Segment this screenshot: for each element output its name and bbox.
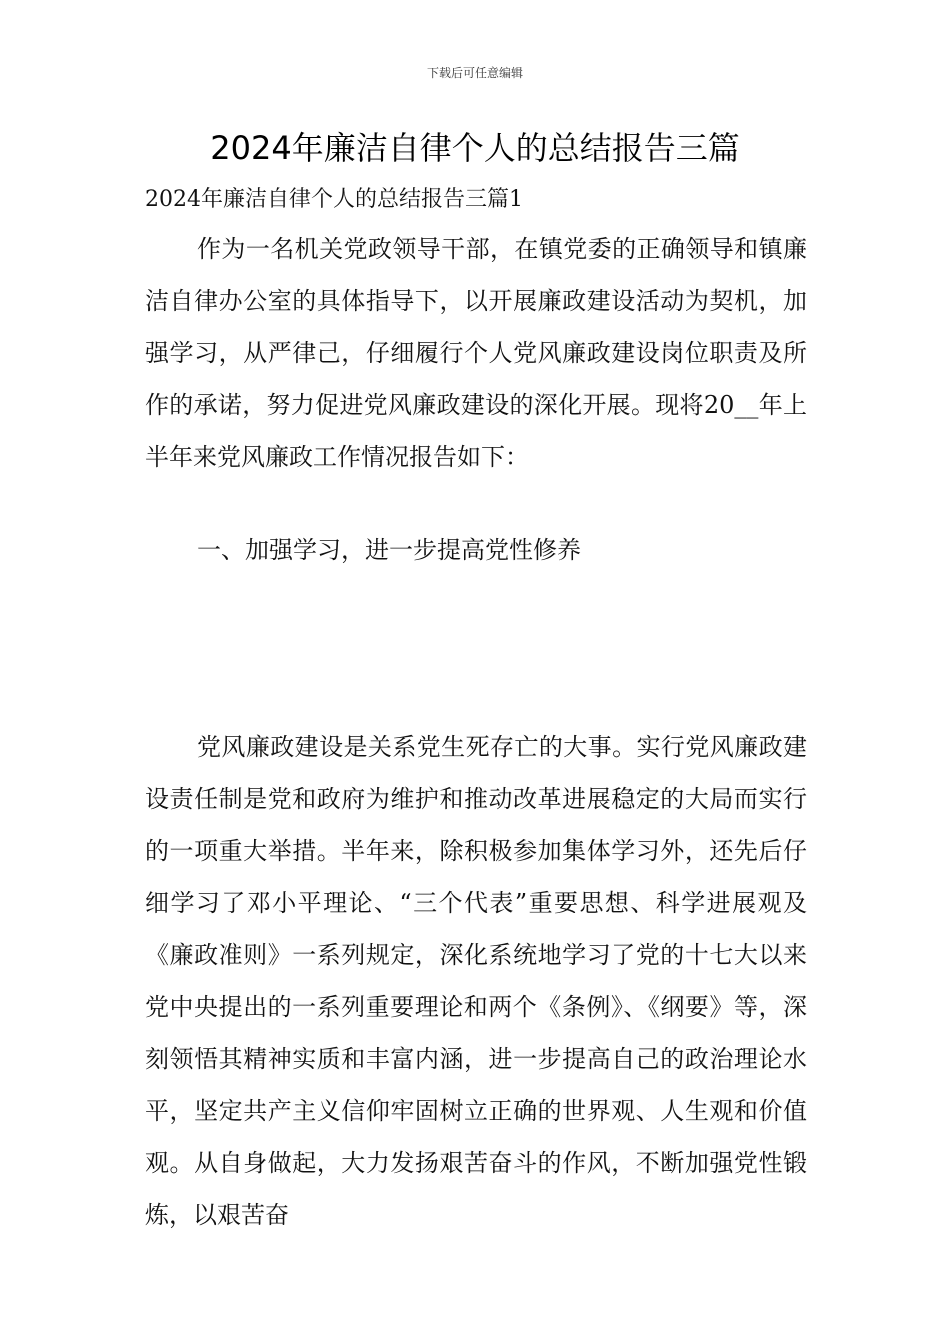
document-subtitle: 2024年廉洁自律个人的总结报告三篇1 bbox=[145, 187, 523, 212]
body-paragraph: 党风廉政建设是关系党生死存亡的大事。实行党风廉政建设责任制是党和政府为维护和推动改革进展稳定的大局而实行的一项重大举措。半年来，除积极参加集体学习外，还先后仔细学习了邓小平理论、“三个代表”重要思想、科学进展观及《廉政准则》一系列规定，深化系统地学习了党的十七大以来党中央提出的一系列重要理论和两个《条例》、《纲要》等，深刻领悟其精神实质和丰富内涵，进一步提高自己的政治理论水平，坚定共产主义信仰牢固树立正确的世界观、人生观和价值观。从自身做起，大力发扬艰苦奋斗的作风，不断加强党性锻炼，以艰苦奋 bbox=[145, 733, 807, 1229]
intro-paragraph: 作为一名机关党政领导干部，在镇党委的正确领导和镇廉洁自律办公室的具体指导下，以开展廉政建设活动为契机，加强学习，从严律己，仔细履行个人党风廉政建设岗位职责及所作的承诺，努力促进党风廉政建设的深化开展。现将20__年上半年来党风廉政工作情况报告如下： bbox=[145, 235, 807, 471]
page-header-note: 下载后可任意编辑 bbox=[426, 66, 523, 80]
section-heading: 一、加强学习，进一步提高党性修养 bbox=[197, 536, 581, 564]
document-title: 2024年廉洁自律个人的总结报告三篇 bbox=[210, 129, 740, 167]
